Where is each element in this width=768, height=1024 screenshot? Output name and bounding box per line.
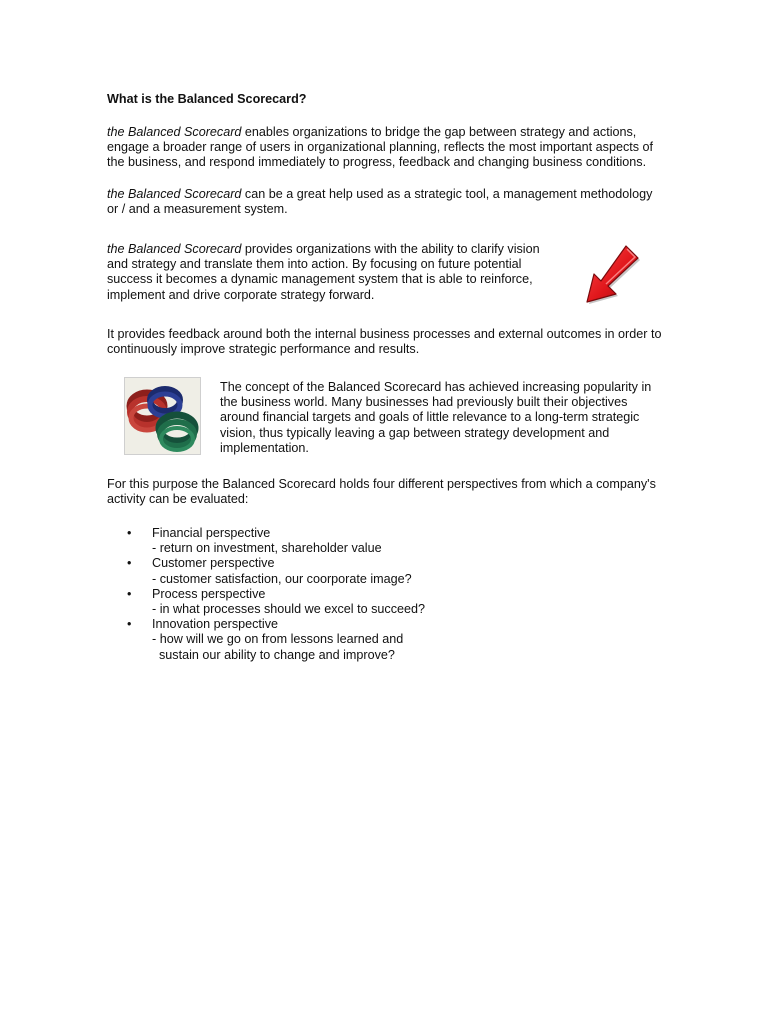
bullet-icon: •	[127, 556, 132, 571]
bullet-icon: •	[127, 586, 132, 601]
term-italic: the Balanced Scorecard	[107, 242, 242, 256]
perspectives-list	[107, 526, 425, 663]
term-italic: the Balanced Scorecard	[107, 187, 242, 201]
paragraph-concept: The concept of the Balanced Scorecard has achieved increasing popularity in the business world. Many businesses had previously built their objectives around financial targets and goals of little relevance to a long-term strategic vision, thus typically leaving a gap between strategy development and implementation.	[220, 380, 652, 455]
paragraph-feedback: It provides feedback around both the internal business processes and external outcomes in order to continuously improve strategic performance and results.	[107, 327, 662, 357]
perspective-detail: - in what processes should we excel to succeed?	[152, 602, 426, 617]
paragraph-tool	[107, 187, 667, 217]
perspective-title: Financial perspective	[152, 526, 271, 540]
paragraph-intro	[107, 125, 667, 171]
perspective-detail-continued: sustain our ability to change and improve?	[159, 647, 395, 662]
paragraph-perspectives-intro: For this purpose the Balanced Scorecard holds four different perspectives from which a company's activity can be evaluated:	[107, 477, 656, 507]
list-item	[107, 526, 425, 556]
paragraph-text: provides organizations with the ability to clarify vision and strategy and translate them into action. By focusing on future potential success it becomes a dynamic management system that is able to reinforce, implement and drive corporate strategy forward.	[107, 242, 540, 302]
term-italic: the Balanced Scorecard	[107, 125, 242, 139]
list-item	[107, 587, 425, 617]
perspective-title: Process perspective	[152, 586, 266, 601]
paragraph-text: can be a great help used as a strategic tool, a management methodology or / and a measurement system.	[107, 187, 653, 217]
interlocking-rings-photo	[124, 377, 201, 455]
paragraph-text: enables organizations to bridge the gap between strategy and actions, engage a broader range of users in organizational planning, reflects the most important aspects of the business, and respond immediately to progress, feedback and changing business conditions.	[107, 125, 654, 170]
paragraph-vision	[107, 242, 547, 303]
list-item	[107, 617, 425, 663]
page-title: What is the Balanced Scorecard?	[107, 92, 307, 106]
red-arrow-icon	[582, 240, 642, 306]
perspective-title: Customer perspective	[152, 556, 275, 571]
perspective-detail: - customer satisfaction, our coorporate image?	[152, 571, 412, 586]
list-item	[107, 556, 425, 586]
perspective-title: Innovation perspective	[152, 617, 279, 632]
perspective-detail: - return on investment, shareholder value	[152, 541, 382, 556]
perspective-detail: - how will we go on from lessons learned and	[152, 632, 404, 647]
bullet-icon: •	[127, 617, 132, 632]
bullet-icon: •	[127, 526, 132, 540]
